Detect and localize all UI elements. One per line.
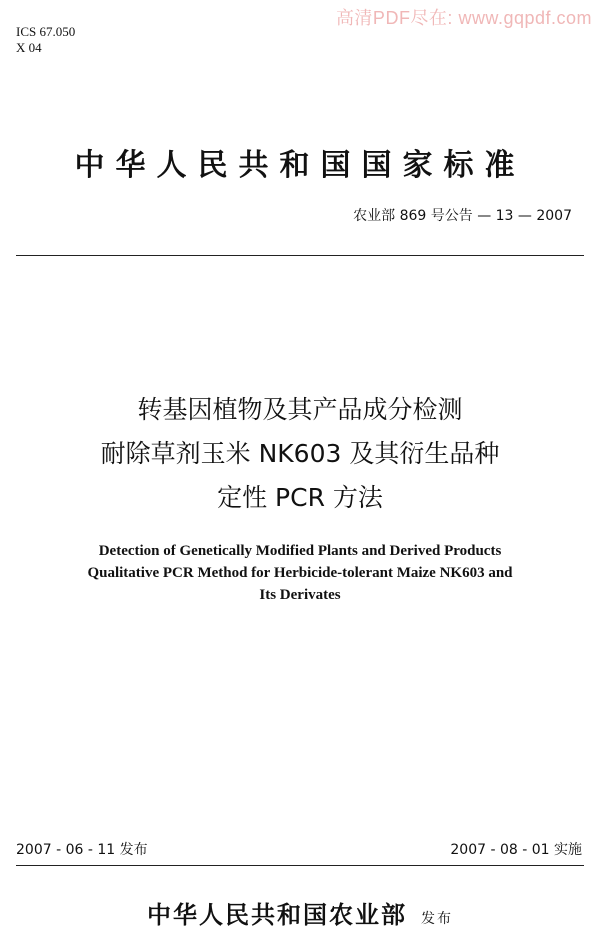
bottom-divider	[16, 865, 584, 866]
ics-code: ICS 67.050	[16, 24, 76, 39]
chinese-title-line-1: 转基因植物及其产品成分检测	[137, 395, 463, 424]
top-divider	[16, 255, 584, 256]
issue-date: 2007 - 06 - 11 发布	[16, 842, 148, 858]
chinese-title-line-3: 定性 PCR 方法	[217, 483, 383, 512]
publisher-name: 中华人民共和国农业部	[147, 901, 407, 929]
english-title-line-3: Its Derivates	[259, 587, 341, 603]
english-title-line-2: Qualitative PCR Method for Herbicide-tolerant Maize NK603 and	[87, 565, 513, 581]
standard-number: 农业部 869 号公告 — 13 — 2007	[353, 208, 572, 224]
chinese-title-line-2: 耐除草剂玉米 NK603 及其衍生品种	[100, 439, 500, 468]
publisher-line	[0, 895, 600, 930]
classification-code: X 04	[16, 40, 42, 55]
implementation-date: 2007 - 08 - 01 实施	[450, 842, 582, 858]
watermark-text: 高清PDF尽在: www.gqpdf.com	[335, 8, 592, 28]
national-standard-title: 中华人民共和国国家标准	[74, 148, 526, 183]
english-title-line-1: Detection of Genetically Modified Plants and Derived Products	[98, 543, 502, 559]
publisher-action: 发布	[421, 911, 453, 927]
